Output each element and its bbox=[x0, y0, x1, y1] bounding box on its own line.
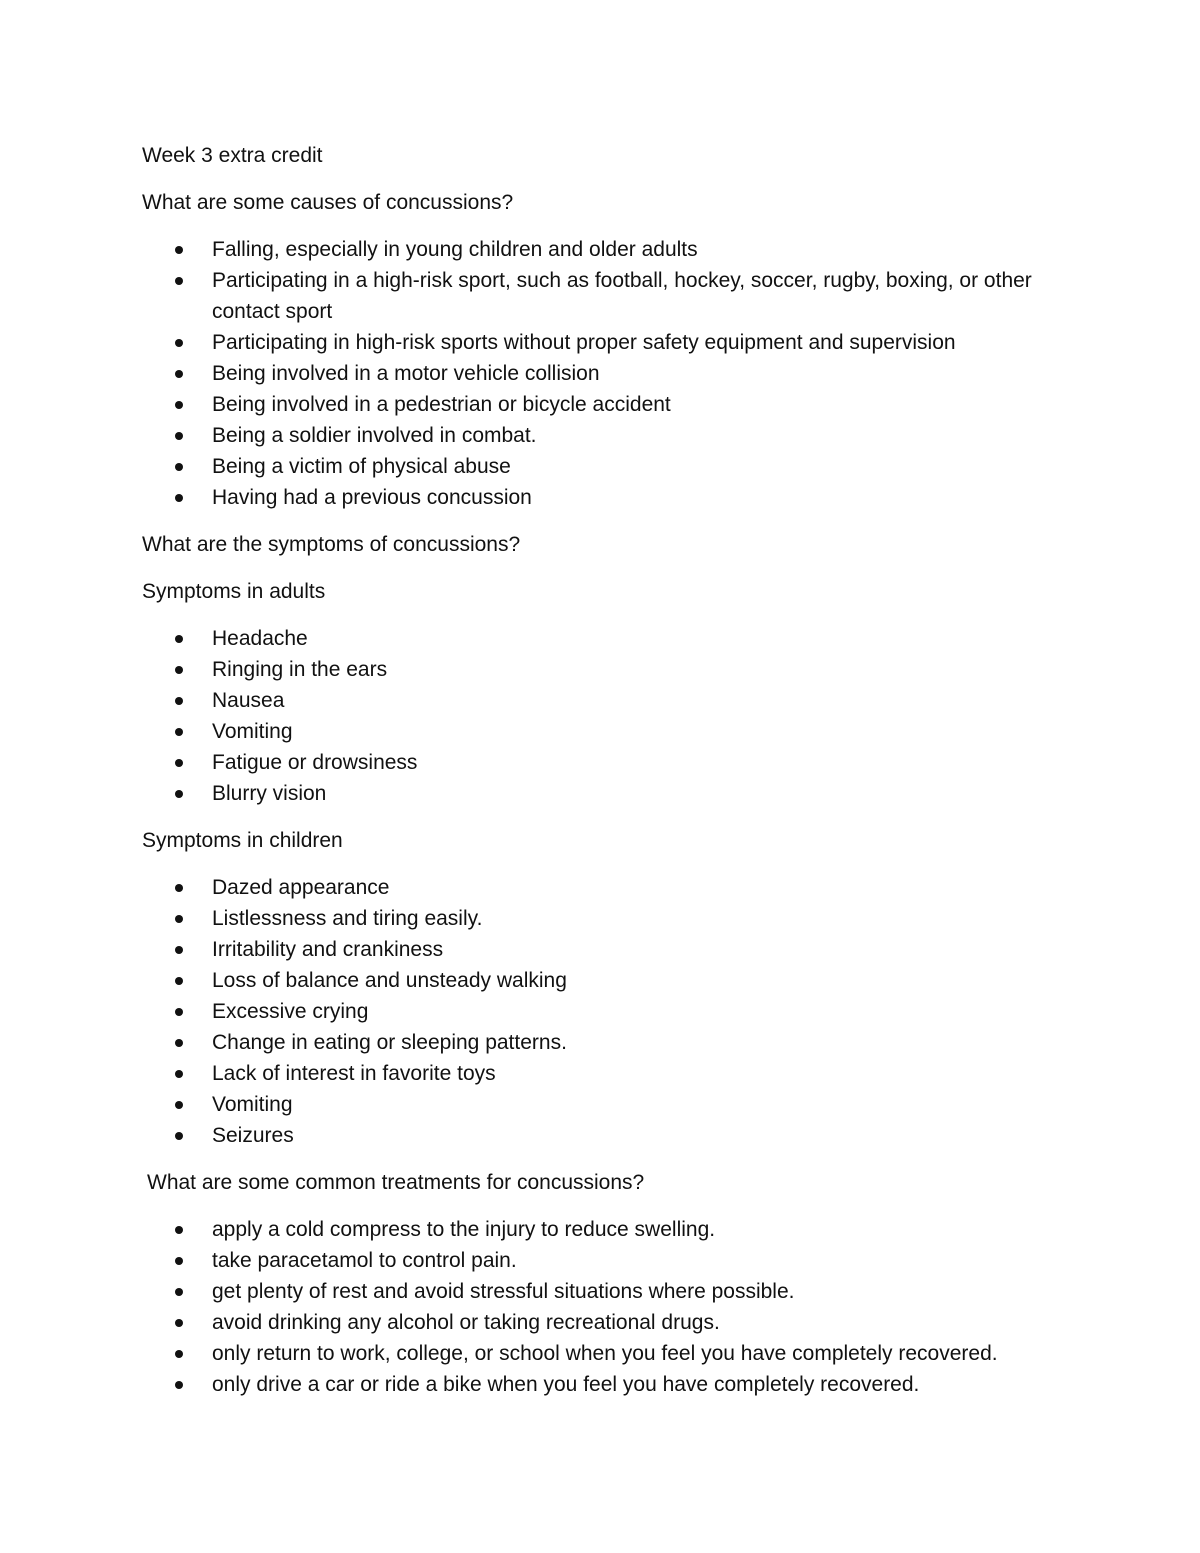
list-item: Having had a previous concussion bbox=[142, 482, 1072, 513]
treatments-list bbox=[142, 1214, 1072, 1400]
child-symptoms-list bbox=[142, 872, 1072, 1151]
list-item: only return to work, college, or school when you feel you have completely recovered. bbox=[142, 1338, 1072, 1369]
list-item: Being a victim of physical abuse bbox=[142, 451, 1072, 482]
causes-question: What are some causes of concussions? bbox=[142, 191, 514, 214]
adult-symptoms-heading: Symptoms in adults bbox=[142, 580, 326, 603]
child-symptoms-heading: Symptoms in children bbox=[142, 829, 343, 852]
list-item: Listlessness and tiring easily. bbox=[142, 903, 1072, 934]
list-item: Participating in high-risk sports without proper safety equipment and supervision bbox=[142, 327, 1072, 358]
list-item: Vomiting bbox=[142, 1089, 1072, 1120]
list-item: Seizures bbox=[142, 1120, 1072, 1151]
list-item: Headache bbox=[142, 623, 1072, 654]
list-item: Being a soldier involved in combat. bbox=[142, 420, 1072, 451]
list-item: Being involved in a motor vehicle collision bbox=[142, 358, 1072, 389]
list-item: Change in eating or sleeping patterns. bbox=[142, 1027, 1072, 1058]
list-item: Vomiting bbox=[142, 716, 1072, 747]
list-item: Falling, especially in young children and older adults bbox=[142, 234, 1072, 265]
document-title: Week 3 extra credit bbox=[142, 144, 323, 167]
list-item: Blurry vision bbox=[142, 778, 1072, 809]
list-item: Being involved in a pedestrian or bicycle accident bbox=[142, 389, 1072, 420]
list-item: Ringing in the ears bbox=[142, 654, 1072, 685]
treatments-question: What are some common treatments for concussions? bbox=[147, 1171, 645, 1194]
list-item: Loss of balance and unsteady walking bbox=[142, 965, 1072, 996]
list-item: Irritability and crankiness bbox=[142, 934, 1072, 965]
list-item: take paracetamol to control pain. bbox=[142, 1245, 1072, 1276]
symptoms-question: What are the symptoms of concussions? bbox=[142, 533, 521, 556]
list-item: avoid drinking any alcohol or taking recreational drugs. bbox=[142, 1307, 1072, 1338]
list-item: get plenty of rest and avoid stressful situations where possible. bbox=[142, 1276, 1072, 1307]
list-item: Nausea bbox=[142, 685, 1072, 716]
adult-symptoms-list bbox=[142, 623, 1072, 809]
list-item: Participating in a high-risk sport, such as football, hockey, soccer, rugby, boxing, or other contact sport bbox=[142, 265, 1072, 327]
list-item: Lack of interest in favorite toys bbox=[142, 1058, 1072, 1089]
list-item: apply a cold compress to the injury to reduce swelling. bbox=[142, 1214, 1072, 1245]
document-body bbox=[142, 140, 1072, 1400]
causes-list bbox=[142, 234, 1072, 513]
list-item: Excessive crying bbox=[142, 996, 1072, 1027]
list-item: Fatigue or drowsiness bbox=[142, 747, 1072, 778]
list-item: only drive a car or ride a bike when you feel you have completely recovered. bbox=[142, 1369, 1072, 1400]
list-item: Dazed appearance bbox=[142, 872, 1072, 903]
